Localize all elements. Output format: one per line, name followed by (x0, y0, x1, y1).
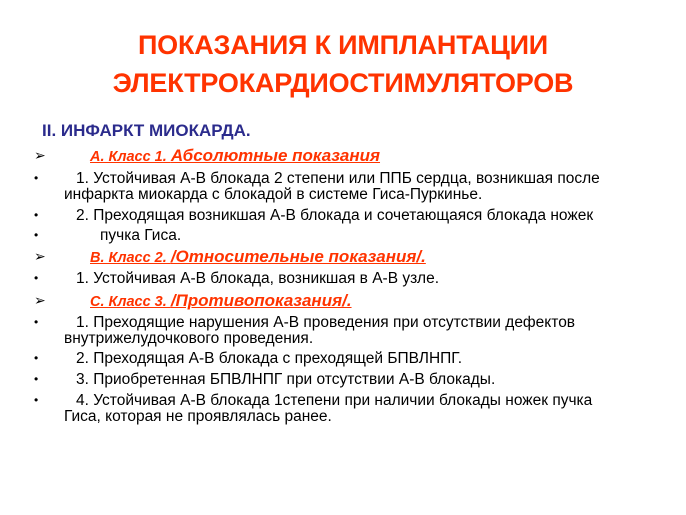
bullet-dot-icon: • (34, 315, 39, 329)
list-item-line-1: 1. Преходящие нарушения А-В проведения при отсутствии дефектов (76, 314, 576, 331)
bullet-dot-icon: • (34, 228, 39, 242)
arrow-bullet-icon: ➢ (34, 292, 46, 308)
bullet-dot-icon: • (34, 351, 39, 365)
class-c-prefix: С. Класс 3. (90, 294, 171, 310)
class-a-heading (90, 146, 686, 167)
list-item-line-1: 1. Устойчивая А-В блокада 2 степени или ППБ сердца, возникшая после (76, 170, 600, 187)
list-item-line-2: пучка Гиса. (100, 227, 182, 244)
class-b-heading (90, 247, 686, 268)
class-c-name: /Противопоказания/. (170, 291, 352, 310)
list-item-line-2: инфаркта миокарда с блокадой в системе Гиса-Пуркинье. (64, 186, 483, 203)
class-c-heading (90, 291, 686, 312)
slide-title-line-1: ПОКАЗАНИЯ К ИМПЛАНТАЦИИ (137, 30, 549, 60)
arrow-bullet-icon: ➢ (34, 248, 46, 264)
list-item-line-1: 2. Преходящая А-В блокада с преходящей БПВЛНПГ. (76, 350, 463, 367)
arrow-bullet-icon: ➢ (34, 147, 46, 163)
bullet-dot-icon: • (34, 271, 39, 285)
section-heading: II. ИНФАРКТ МИОКАРДА. (42, 121, 251, 140)
bullet-dot-icon: • (34, 208, 39, 222)
list-item-line-1: 2. Преходящая возникшая А-В блокада и сочетающаяся блокада ножек (76, 207, 594, 224)
class-a-name: Абсолютные показания (170, 146, 381, 165)
list-item-line-1: 3. Приобретенная БПВЛНПГ при отсутствии А-В блокады. (76, 371, 496, 388)
list-item-line-1: 4. Устойчивая А-В блокада 1степени при наличии блокады ножек пучка (76, 392, 593, 409)
slide-title-line-2: ЭЛЕКТРОКАРДИОСТИМУЛЯТОРОВ (112, 68, 574, 98)
list-item-line-2: Гиса, которая не проявлялась ранее. (64, 408, 332, 425)
bullet-dot-icon: • (34, 171, 39, 185)
class-a-prefix: А. Класс 1. (90, 149, 171, 165)
list-item-line-2: внутрижелудочкового проведения. (64, 330, 314, 347)
class-b-prefix: В. Класс 2. (90, 250, 171, 266)
bullet-dot-icon: • (34, 393, 39, 407)
list-item-line-1: 1. Устойчивая А-В блокада, возникшая в А-В узле. (76, 270, 440, 287)
bullet-dot-icon: • (34, 372, 39, 386)
class-b-name: /Относительные показания/. (170, 247, 426, 266)
